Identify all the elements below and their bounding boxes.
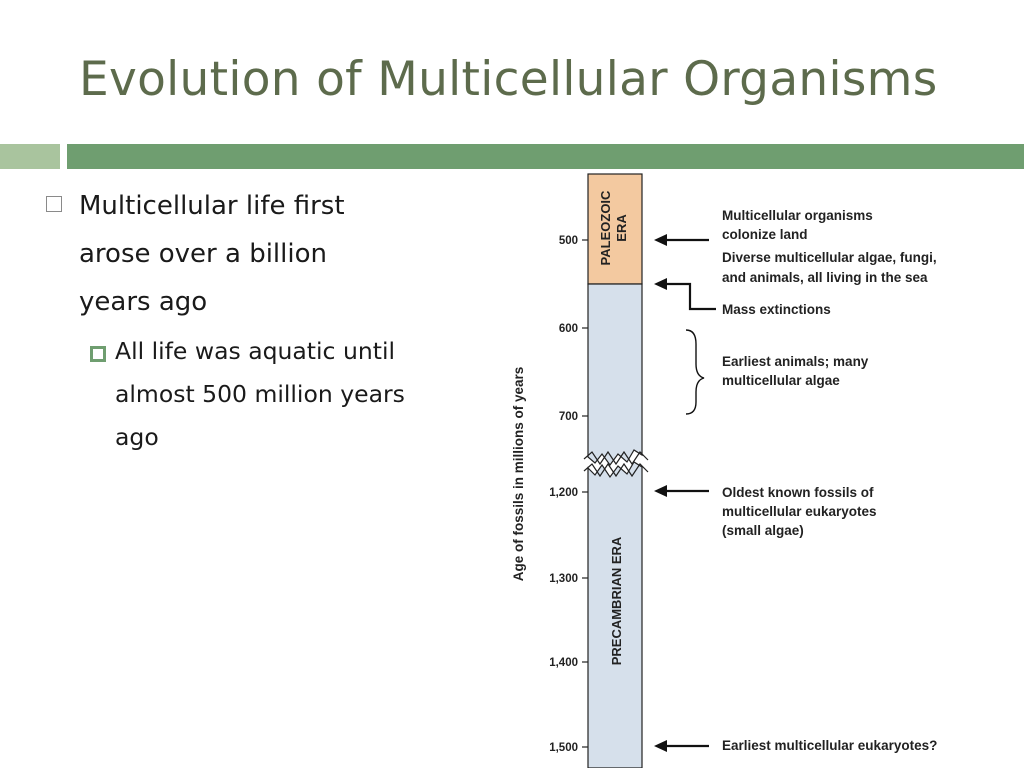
bullet-level-2 <box>40 330 480 459</box>
hollow-square-bullet-icon <box>46 196 62 212</box>
bullet-level-1-text: Multicellular life first arose over a billion years ago <box>79 191 345 317</box>
slide-title: Evolution of Multicellular Organisms <box>79 52 938 107</box>
bullet-list <box>40 182 480 459</box>
arrow-left-icon <box>654 485 709 497</box>
annotation-earliest-eukaryotes: Earliest multicellular eukaryotes? <box>722 738 938 753</box>
tick-label: 600 <box>558 323 578 335</box>
curly-brace-icon <box>686 330 704 414</box>
tick-label: 1,300 <box>549 573 578 585</box>
tick-label: 700 <box>558 411 578 423</box>
axis-label: Age of fossils in millions of years <box>511 366 526 582</box>
tick-label: 1,200 <box>549 487 578 499</box>
annotation-diverse-life: Diverse multicellular algae, fungi, and animals, all living in the sea <box>722 250 937 285</box>
era-label-paleozoic-era: ERA <box>614 214 629 242</box>
era-label-precambrian: PRECAMBRIAN ERA <box>609 536 624 666</box>
era-label-paleozoic: PALEOZOIC <box>598 190 613 266</box>
filled-square-bullet-icon <box>90 346 106 362</box>
arrow-left-icon <box>654 234 709 246</box>
bullet-level-1 <box>40 182 480 326</box>
tick-label: 500 <box>558 235 578 247</box>
annotation-mass-extinctions: Mass extinctions <box>722 302 831 317</box>
annotation-oldest-fossils: Oldest known fossils of multicellular eukaryotes (small algae) <box>722 485 877 538</box>
tick-label: 1,500 <box>549 742 578 754</box>
bracket-arrow-icon <box>654 278 716 309</box>
geologic-timeline-figure <box>506 168 1024 768</box>
bullet-level-2-text: All life was aquatic until almost 500 million years ago <box>115 337 405 451</box>
tick-label: 1,400 <box>549 657 578 669</box>
annotation-colonize-land: Multicellular organisms colonize land <box>722 208 873 242</box>
arrow-left-icon <box>654 740 709 752</box>
title-accent-bar-left <box>0 144 60 169</box>
title-accent-bar <box>67 144 1024 169</box>
annotation-earliest-animals: Earliest animals; many multicellular algae <box>722 354 869 388</box>
precambrian-era-bar-upper <box>588 284 642 465</box>
